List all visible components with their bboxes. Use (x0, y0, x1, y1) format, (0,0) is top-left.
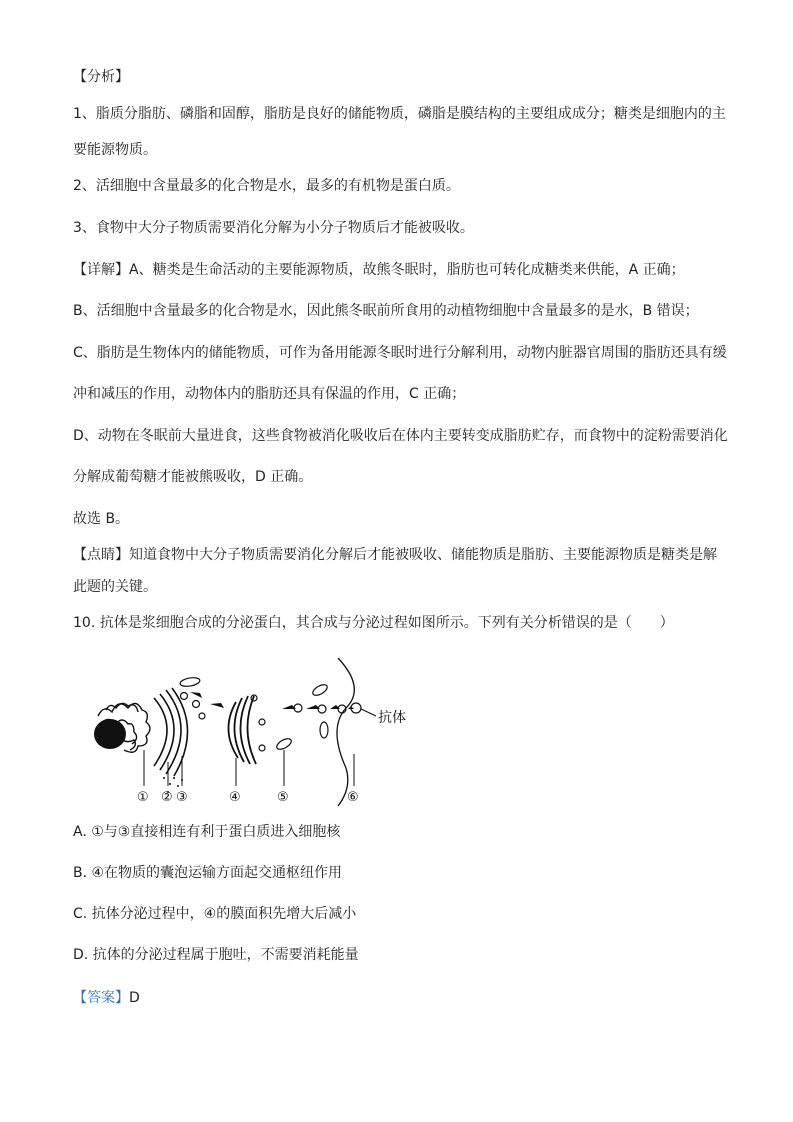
golgi-apparatus-icon (228, 696, 256, 764)
option-a: A. ①与③直接相连有利于蛋白质进入细胞核 (73, 824, 341, 840)
option-c: C. 抗体分泌过程中，④的膜面积先增大后减小 (73, 906, 357, 922)
answer-value: D (129, 990, 140, 1006)
answer-label: 【答案】 (73, 990, 129, 1006)
option-d: D. 抗体的分泌过程属于胞吐，不需要消耗能量 (73, 947, 359, 963)
analysis-heading: 【分析】 (73, 69, 129, 85)
cell-membrane-icon (337, 658, 354, 806)
analysis-point-1-line-2: 要能源物质。 (73, 142, 157, 158)
arrows (190, 692, 354, 709)
label-antibody: 抗体 (378, 710, 406, 726)
detail-option-c-line-1: C、脂肪是生物体内的储能物质，可作为备用能源冬眠时进行分解利用，动物内脏器官周围的脂肪还具有缓 (73, 345, 727, 361)
label-num-2: ② (161, 790, 173, 805)
option-b: B. ④在物质的囊泡运输方面起交通枢纽作用 (73, 865, 343, 881)
detail-option-c-line-2: 冲和减压的作用，动物体内的脂肪还具有保温的作用，C 正确； (73, 386, 466, 402)
label-num-5: ⑤ (277, 790, 289, 805)
detail-option-a: 【详解】A、糖类是生命活动的主要能源物质，故熊冬眠时，脂肪也可转化成糖类来供能，A 正确； (73, 262, 685, 278)
secretion-process-figure (86, 652, 426, 808)
detail-choice: 故选 B。 (73, 511, 130, 527)
analysis-point-1-line-1: 1、脂质分脂肪、磷脂和固醇，脂肪是良好的储能物质，磷脂是膜结构的主要组成成分；糖类是细胞内的主 (73, 106, 726, 122)
detail-option-b: B、活细胞中含量最多的化合物是水，因此熊冬眠前所食用的动植物细胞中含量最多的是水，B 错误； (73, 303, 699, 319)
nucleus-icon (94, 719, 126, 749)
detail-option-d-line-2: 分解成葡萄糖才能被熊吸收，D 正确。 (73, 469, 313, 485)
comment-line-2: 此题的关键。 (73, 579, 157, 595)
analysis-point-2: 2、活细胞中含量最多的化合物是水，最多的有机物是蛋白质。 (73, 178, 460, 194)
comment-line-1: 【点睛】知道食物中大分子物质需要消化分解后才能被吸收、储能物质是脂肪、主要能源物质是糖类是解 (73, 547, 717, 563)
label-num-4: ④ (229, 790, 241, 805)
label-num-1: ① (137, 790, 149, 805)
answer (73, 988, 733, 1008)
transport-vesicles (181, 693, 362, 752)
detail-option-d-line-1: D、动物在冬眠前大量进食，这些食物被消化吸收后在体内主要转变成脂肪贮存，而食物中的淀粉需要消化 (73, 428, 728, 444)
mitochondria-icon (179, 676, 328, 751)
label-num-3: ③ (176, 790, 188, 805)
label-num-6: ⑥ (347, 790, 359, 805)
analysis-point-3: 3、食物中大分子物质需要消化分解为小分子物质后才能被吸收。 (73, 220, 474, 236)
question-stem: 10. 抗体是浆细胞合成的分泌蛋白，其合成与分泌过程如图所示。下列有关分析错误的是（ ） (73, 615, 674, 631)
